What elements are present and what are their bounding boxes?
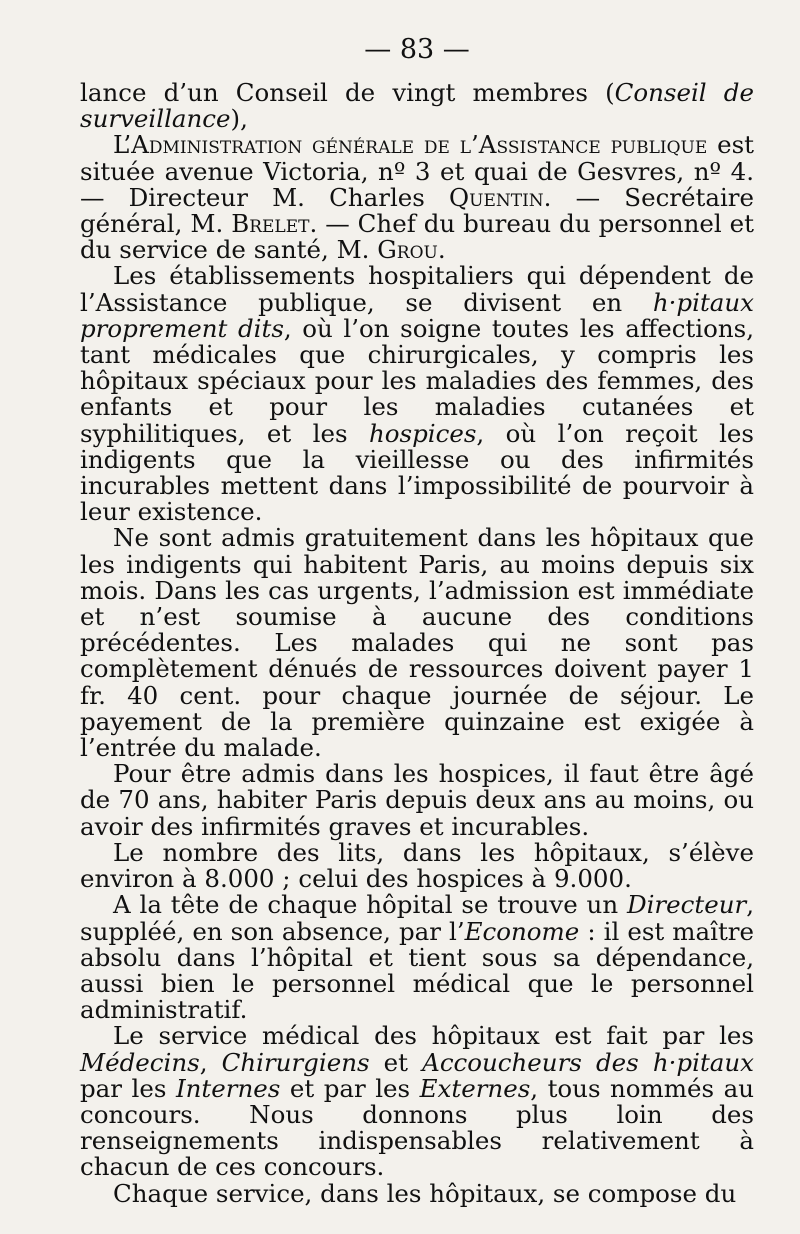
- text-segment: lance d’un Conseil de vingt membres (: [80, 78, 615, 107]
- paragraph: [80, 837, 754, 894]
- text-segment: Les établissements hospitaliers qui dépendent de l’Assistance publique, se divisent en: [80, 261, 754, 317]
- italic-text: Externes: [419, 1073, 531, 1103]
- text-segment: A la tête de chaque hôpital se trouve un: [113, 890, 627, 920]
- paragraph: [80, 263, 754, 525]
- text-segment: Chaque service, dans les hôpitaux, se compose du: [113, 1178, 737, 1208]
- small-caps-text: Quentin: [449, 182, 544, 212]
- paragraph: [80, 80, 754, 132]
- text-segment: Le nombre des lits, dans les hôpitaux, s’élève environ à 8.000 ; celui des hospices à 9.000.: [80, 837, 754, 894]
- italic-text: Chirurgiens: [221, 1047, 370, 1077]
- italic-text: Econome: [464, 916, 580, 946]
- text-segment: est située avenue Victoria, nº 3 et quai de Gesvres, nº 4. — Directeur M. Charles: [80, 130, 754, 212]
- text-segment: , suppléé, en son absence, par l’: [80, 890, 754, 946]
- italic-text: h·pitaux proprement dits: [80, 287, 754, 343]
- text-segment: . — Secrétaire général, M.: [80, 182, 754, 239]
- body-text: [80, 80, 754, 1207]
- italic-text: Conseil de surveillance: [80, 78, 754, 134]
- text-segment: par les: [80, 1073, 176, 1103]
- text-segment: et: [369, 1047, 423, 1077]
- italic-text: Internes: [175, 1073, 281, 1103]
- page-number: — 83 —: [364, 34, 470, 65]
- text-segment: ,: [199, 1047, 222, 1077]
- text-segment: Le service médical des hôpitaux est fait par les: [113, 1021, 754, 1051]
- small-caps-text: L’Administration générale de l’Assistance publique: [113, 130, 708, 160]
- italic-text: Accoucheurs des h·pitaux: [422, 1047, 755, 1077]
- text-segment: Ne sont admis gratuitement dans les hôpitaux que les indigents qui habitent Paris, au moins depuis six mois. Dans les cas urgents, l’admission est immédiate et n’est soumise à aucune des conditions précédentes. Les malades qui ne sont pas complètement dénués de ressources doivent payer 1 fr. 40 cent. pour chaque journée de séjour. Le payement de la première quinzaine est exigée à l’entrée du malade.: [80, 523, 754, 763]
- paragraph: [80, 525, 754, 761]
- text-segment: ),: [230, 104, 248, 134]
- paragraph: [80, 892, 754, 1023]
- small-caps-text: Brelet: [231, 209, 310, 239]
- text-segment: .: [437, 235, 446, 265]
- italic-text: Médecins: [80, 1047, 200, 1077]
- text-segment: . — Chef du bureau du personnel et du service de santé, M.: [80, 209, 754, 265]
- italic-text: Directeur: [626, 890, 747, 920]
- small-caps-text: Grou: [377, 235, 438, 265]
- text-segment: , où l’on soigne toutes les affections, tant médicales que chirurgicales, y compris les hôpitaux spéciaux pour les maladies des femmes, des enfants et pour les maladies cutanées et syphilitiques, et les: [80, 313, 754, 448]
- paragraph: [80, 761, 754, 840]
- paragraph: [80, 1023, 754, 1180]
- text-segment: : il est maître absolu dans l’hôpital et tient sous sa dépendance, aussi bien le personnel médical que le personnel administratif.: [80, 916, 755, 1025]
- text-segment: , où l’on reçoit les indigents que la vieillesse ou des infirmités incurables mettent dans l’impossibilité de pourvoir à leur existence.: [80, 418, 754, 527]
- text-segment: , tous nommés au concours. Nous donnons plus loin des renseignements indispensables relativement à chacun de ces concours.: [80, 1073, 754, 1182]
- text-segment: Pour être admis dans les hospices, il faut être âgé de 70 ans, habiter Paris depuis deux ans au moins, ou avoir des infirmités graves et incurables.: [80, 759, 754, 841]
- paragraph: [80, 1178, 754, 1208]
- italic-text: hospices: [369, 418, 477, 448]
- text-segment: et par les: [280, 1073, 420, 1103]
- paragraph: [80, 132, 754, 263]
